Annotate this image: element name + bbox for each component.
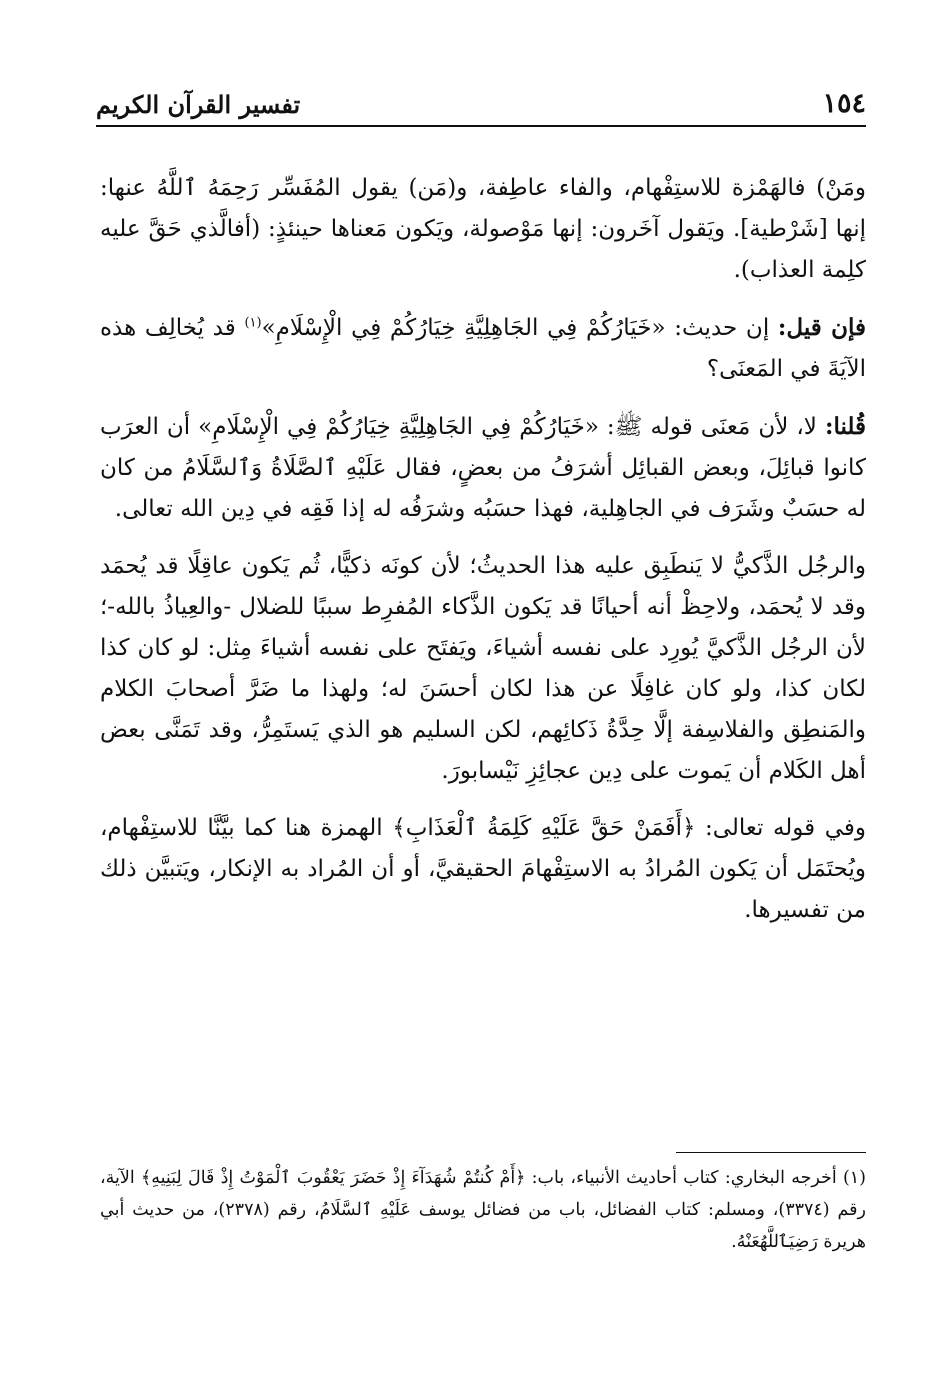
paragraph-text: إن حديث: «خَيَارُكُمْ فِي الجَاهِلِيَّةِ خِيَارُكُمْ فِي الْإِسْلَامِ» xyxy=(261,315,770,341)
paragraph-tail: قد يُخالِف هذه الآيَةَ في المَعنَى؟ xyxy=(100,315,866,382)
running-header xyxy=(96,86,866,126)
paragraph-text: ومَنْ) فالهَمْزة للاستِفْهام، والفاء عاطِفة، و(مَن) يقول المُفَسِّر رَحِمَهُ ٱللَّهُ عنها: إنها [شَرْطية]. ويَقول آخَرون: إنها مَوْصولة، ويَكون مَعناها حينئذٍ: (أفالَّذي حَقَّ عليه كلِمة العذاب). xyxy=(100,175,866,283)
footnote-marker[interactable]: (١) xyxy=(244,315,262,331)
paragraph xyxy=(100,168,866,291)
paragraph xyxy=(100,307,866,390)
book-title: تفسير القرآن الكريم xyxy=(96,90,301,119)
footnote-text: (١) أخرجه البخاري: كتاب أحاديث الأنبياء، باب: ﴿أَمْ كُنتُمْ شُهَدَآءَ إِذْ حَضَرَ يَعْقُوبَ ٱلْمَوْتُ إِذْ قَالَ لِبَنِيهِ﴾ الآية، رقم (٣٣٧٤)، ومسلم: كتاب الفضائل، باب من فضائل يوسف عَلَيْهِ ٱلسَّلَامُ، رقم (٢٣٧٨)، من حديث أبي هريرة رَضِيَٱللَّهُعَنْهُ. xyxy=(100,1168,866,1252)
paragraph-text: لا، لأن مَعنَى قوله ﷺ: «خَيَارُكُمْ فِي الجَاهِلِيَّةِ خِيَارُكُمْ فِي الْإِسْلَامِ» أن العرَب كانوا قبائِلَ، وبعض القبائِل أشرَفُ من بعضٍ، فقال عَلَيْهِ ٱلصَّلَاةُ وَٱلسَّلَامُ من كان له حسَبٌ وشَرَف في الجاهِلية، فهذا حسَبُه وشرَفُه له إذا فَقِه في دِين الله تعالى. xyxy=(100,414,866,522)
header-divider xyxy=(96,125,866,127)
answer-lead: قُلنا: xyxy=(824,413,867,440)
paragraph xyxy=(100,546,866,792)
footnote-divider xyxy=(676,1152,866,1153)
page-number: ١٥٤ xyxy=(822,88,866,119)
paragraph-text: وفي قوله تعالى: ﴿أَفَمَنْ حَقَّ عَلَيْهِ كَلِمَةُ ٱلْعَذَابِ﴾ الهمزة هنا كما بيَّنَّا للاستِفْهام، ويُحتَمَل أن يَكون المُرادُ به الاستِفْهامَ الحقيقيَّ، أو أن المُراد به الإنكار، ويَتبيَّن ذلك من تفسيرها. xyxy=(100,815,866,923)
paragraph xyxy=(100,808,866,931)
footnotes xyxy=(100,1162,866,1258)
paragraph xyxy=(100,406,866,530)
main-text xyxy=(100,168,866,947)
question-lead: فإن قيل: xyxy=(777,314,867,341)
paragraph-text: والرجُل الذَّكيُّ لا يَنطَبِق عليه هذا الحديثُ؛ لأن كونَه ذكيًّا، ثُم يَكون عاقِلًا قد يُحمَد وقد لا يُحمَد، ولاحِظْ أنه أحيانًا قد يَكون الذَّكاء المُفرِط سببًا للضلال -والعِياذُ بالله-؛ لأن الرجُل الذَّكيَّ يُورِد على نفسه أشياءَ، ويَفتَح على نفسه أشياءَ مِثل: لو كان كذا لكان كذا، ولو كان غافِلًا عن هذا لكان أحسَنَ له؛ ولهذا ما ضَرَّ أصحابَ الكلام والمَنطِق والفلاسِفة إلَّا حِدَّةُ ذَكائِهم، لكن السليم هو الذي يَستَمِرُّ، وقد تَمَنَّى بعض أهل الكَلام أن يَموت على دِين عجائِزِ نَيْسابورَ. xyxy=(100,553,866,784)
